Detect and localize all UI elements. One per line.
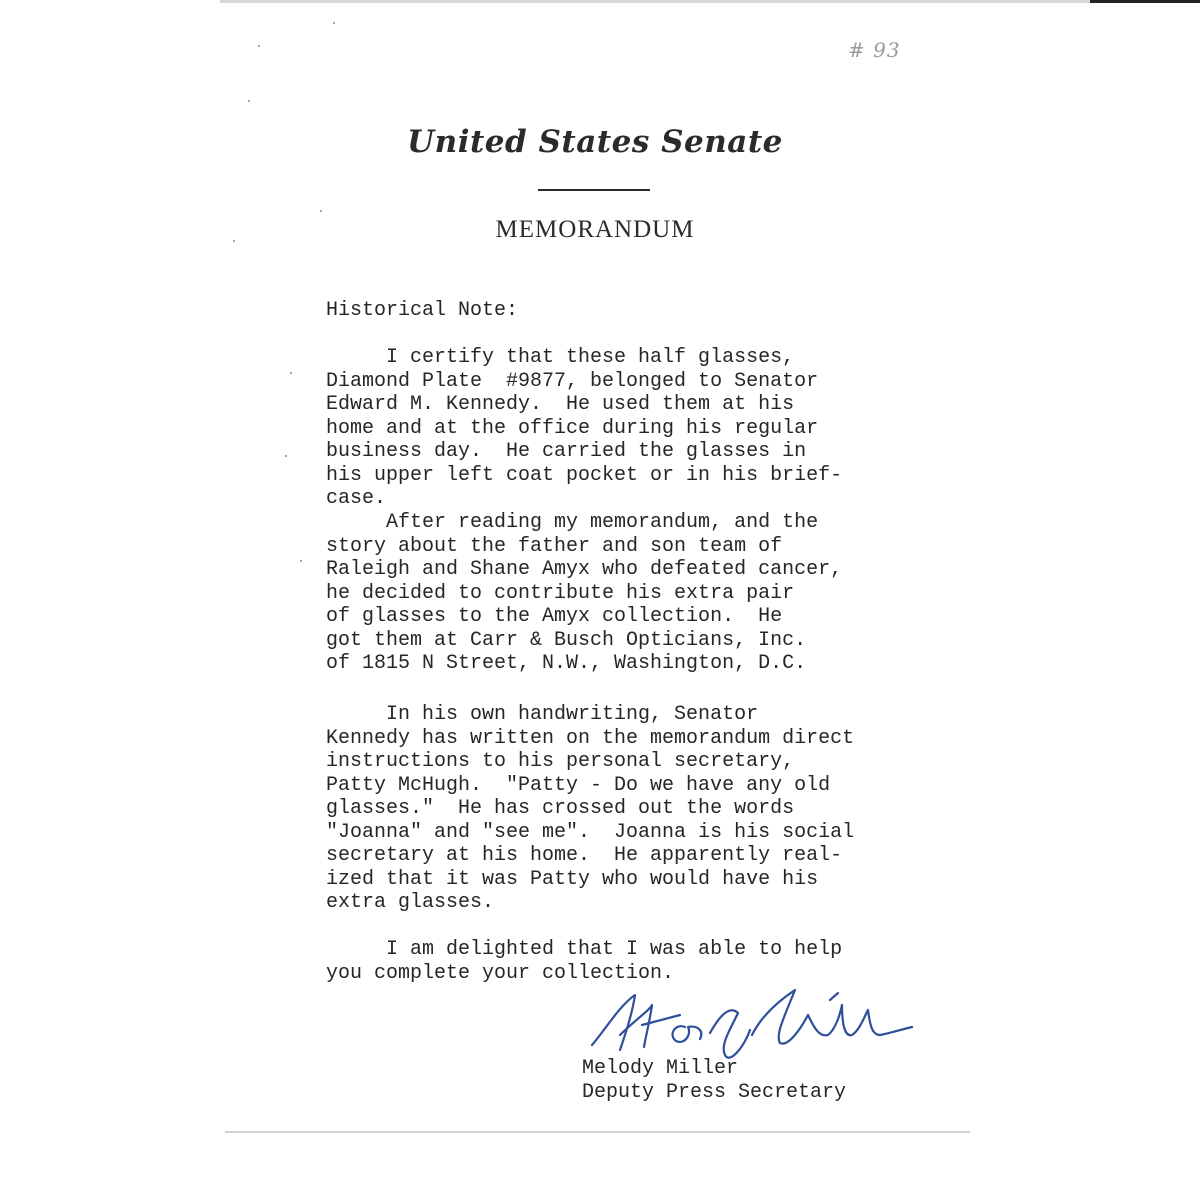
signatory-name: Melody Miller <box>582 1057 739 1080</box>
note-heading: Historical Note: <box>326 299 519 322</box>
page-number: # 93 <box>848 38 901 62</box>
scan-speck <box>333 22 335 24</box>
scan-speck <box>285 455 287 457</box>
scan-corner-edge <box>1090 0 1200 3</box>
memorandum-title: MEMORANDUM <box>495 216 695 243</box>
letterhead-rule <box>538 189 650 191</box>
paragraph-closing: I am delighted that I was able to help you complete your collection. <box>326 938 843 985</box>
scan-bottom-edge <box>225 1131 970 1133</box>
letterhead-title: United States Senate <box>407 124 783 160</box>
signatory-title: Deputy Press Secretary <box>582 1081 847 1104</box>
paragraph-contribution: After reading my memorandum, and the story about the father and son team of Raleigh and Shane Amyx who defeated cancer, he decided to contribute his extra pair of glasses to the Amyx collection. He got them at Carr & Busch Opticians, Inc. of 1815 N Street, N.W., Washington, D.C. <box>326 511 843 675</box>
scan-speck <box>320 210 322 212</box>
scan-speck <box>248 100 250 102</box>
scan-speck <box>258 45 260 47</box>
paragraph-certification: I certify that these half glasses, Diamond Plate #9877, belonged to Senator Edward M. Kennedy. He used them at his home and at the office during his regular business day. He carried the glasses in his upper left coat pocket or in his brief- case. <box>326 346 843 510</box>
scan-speck <box>300 560 302 562</box>
scan-speck <box>233 240 235 242</box>
scan-top-edge <box>220 0 1090 3</box>
paragraph-handwriting: In his own handwriting, Senator Kennedy has written on the memorandum direct instructions to his personal secretary, Patty McHugh. "Patty - Do we have any old glasses." He has crossed out the words "Joanna" and "see me". Joanna is his social secretary at his home. He apparently real- ized that it was Patty who would have his extra glasses. <box>326 703 855 914</box>
scan-speck <box>290 372 292 374</box>
